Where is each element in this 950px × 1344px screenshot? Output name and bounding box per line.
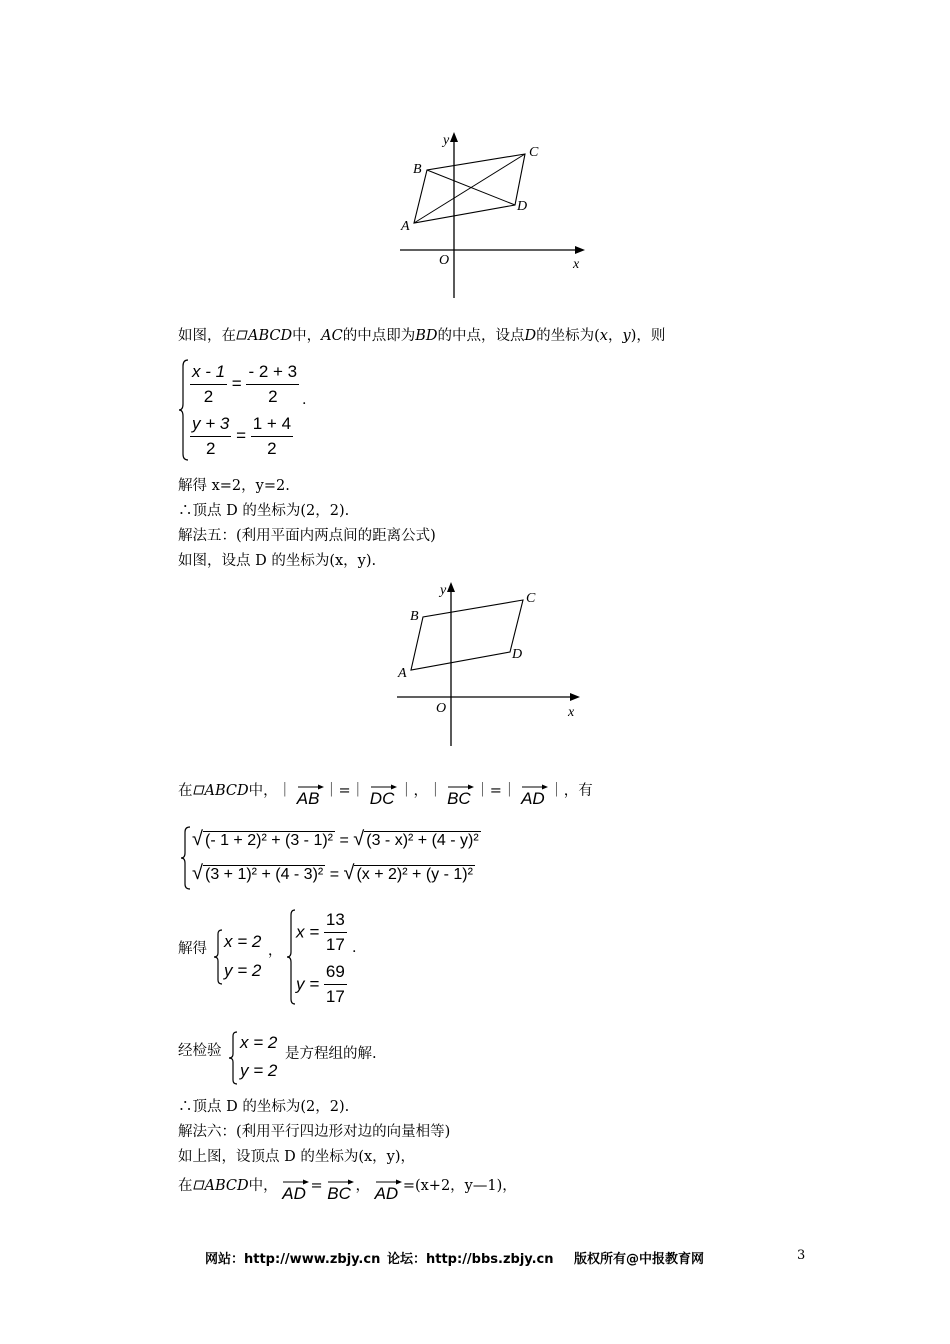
equation-1: $\frac{x - 1}{2}$ = $\frac{- 2 + 3}{2}$	[192, 362, 298, 406]
label-D: D	[517, 199, 528, 214]
label-B: B	[410, 609, 419, 624]
text-line-1: 如图，在 ABCD中，AC的中点即为BD的中点，设点D的坐标为(x，y)，则	[178, 328, 666, 344]
parallelogram-symbol	[193, 785, 205, 795]
label-C: C	[526, 591, 536, 606]
check-x: x = 2	[240, 1033, 278, 1052]
vector-AB: AB	[297, 786, 320, 812]
solution-2: ∴顶点 D 的坐标为(2，2).	[178, 503, 350, 519]
solution-y-1: y = 2	[224, 961, 262, 980]
label-D: D	[512, 647, 523, 662]
label-x: x	[568, 705, 575, 720]
left-brace	[213, 928, 223, 986]
method-6-intro: 如上图，设顶点 D 的坐标为(x，y)，	[178, 1149, 416, 1165]
label-A: A	[401, 219, 410, 234]
text-line-vectors: 在 ABCD中，｜ AB ｜=｜ DC ｜，｜ BC ｜=｜ AD ｜，有	[178, 777, 593, 804]
left-brace	[228, 1030, 238, 1086]
method-5-intro: 如图，设点 D 的坐标为(x，y).	[178, 553, 377, 569]
method-6-title: 解法六：(利用平行四边形对边的向量相等)	[178, 1124, 451, 1140]
solution-period: .	[352, 940, 357, 956]
left-brace	[286, 908, 296, 1006]
vector-AD: AD	[375, 1181, 399, 1207]
vector-BC: BC	[447, 786, 471, 812]
equation-2: $\frac{y + 3}{2}$ = $\frac{1 + 4}{2}$	[192, 414, 292, 458]
check-y: y = 2	[240, 1061, 278, 1080]
label-C: C	[529, 145, 539, 160]
vector-AD: AD	[521, 786, 545, 812]
solution-3: ∴顶点 D 的坐标为(2，2).	[178, 1099, 350, 1115]
label-y: y	[443, 133, 450, 148]
method-6-vectors: 在 ABCD中， AD = BC ， AD =(x+2，y—1)，	[178, 1172, 517, 1199]
footer-copyright: 版权所有@中报教育网	[574, 1252, 705, 1267]
footer-forum[interactable]: 论坛：http://bbs.zbjy.cn	[387, 1252, 554, 1267]
left-brace	[178, 358, 190, 462]
sqrt-equation-2: √ (3 + 1)² + (4 - 3)² = √ (x + 2)² + (y - 1)²	[192, 862, 473, 884]
label-O: O	[439, 253, 450, 268]
equation-period: .	[302, 392, 307, 408]
method-5-title: 解法五：(利用平面内两点间的距离公式)	[178, 528, 436, 544]
solution-x-2: x = $\frac{13}{17}$	[296, 910, 345, 954]
page-number: 3	[797, 1248, 806, 1263]
label-x: x	[573, 257, 580, 272]
label-B: B	[413, 162, 422, 177]
solve-label: 解得	[178, 941, 207, 957]
solution-comma: ，	[268, 943, 282, 959]
check-tail: 是方程组的解.	[285, 1046, 377, 1062]
check-label: 经检验	[178, 1043, 222, 1059]
parallelogram-symbol	[193, 1180, 205, 1190]
left-brace	[180, 825, 192, 891]
figure-parallelogram-diagonals	[395, 128, 595, 303]
figure-parallelogram	[392, 578, 592, 750]
parallelogram-symbol	[236, 330, 248, 340]
vector-BC: BC	[327, 1181, 351, 1207]
footer-site[interactable]: 网站：http://www.zbjy.cn	[205, 1252, 381, 1267]
vector-DC: DC	[370, 786, 395, 812]
solution-x-1: x = 2	[224, 932, 262, 951]
vector-AD: AD	[282, 1181, 306, 1207]
solution-y-2: y = $\frac{69}{17}$	[296, 962, 345, 1006]
label-y: y	[440, 583, 447, 598]
sqrt-equation-1: √ (- 1 + 2)² + (3 - 1)² = √ (3 - x)² + (4 - y)²	[192, 828, 479, 850]
label-A: A	[398, 666, 407, 681]
solution-1: 解得 x=2，y=2.	[178, 478, 290, 494]
label-O: O	[436, 701, 447, 716]
